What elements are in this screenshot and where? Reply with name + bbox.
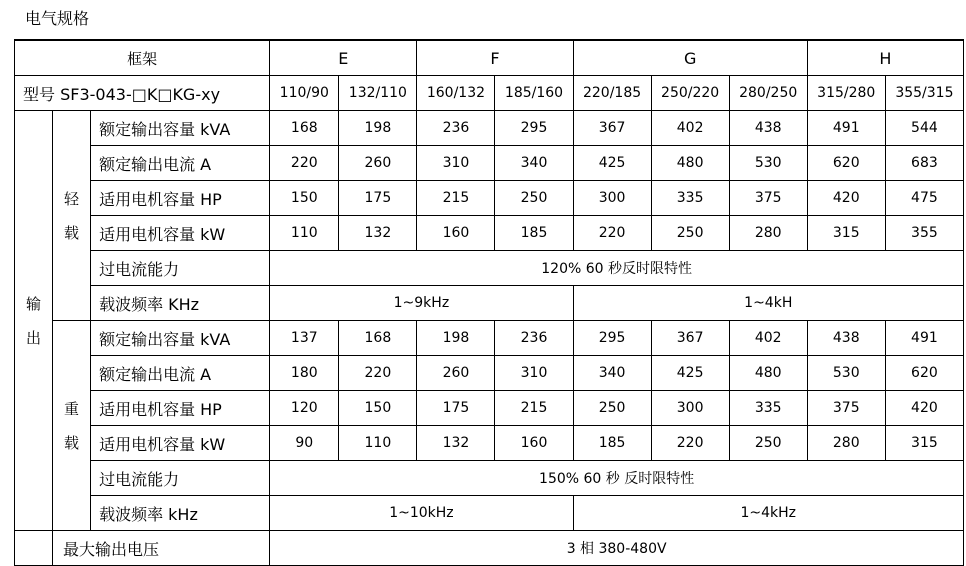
row-label: 过电流能力 bbox=[91, 251, 270, 286]
frame-g: G bbox=[573, 40, 807, 76]
value-cell: 530 bbox=[807, 356, 885, 391]
blank-cell bbox=[15, 531, 53, 566]
frame-f: F bbox=[417, 40, 573, 76]
value-cell: 215 bbox=[495, 391, 573, 426]
carrier-value-ef: 1~10kHz bbox=[270, 496, 573, 531]
table-row bbox=[15, 286, 964, 321]
frame-row bbox=[15, 40, 964, 76]
row-label: 载波频率 kHz bbox=[91, 496, 270, 531]
table-row bbox=[15, 146, 964, 181]
value-cell: 280 bbox=[807, 426, 885, 461]
value-cell: 315 bbox=[885, 426, 963, 461]
value-cell: 132 bbox=[417, 426, 495, 461]
row-label: 适用电机容量 kW bbox=[91, 426, 270, 461]
output-group-label: 输 出 bbox=[15, 111, 53, 531]
value-cell: 335 bbox=[729, 391, 807, 426]
value-cell: 340 bbox=[573, 356, 651, 391]
value-cell: 250 bbox=[573, 391, 651, 426]
value-cell: 402 bbox=[729, 321, 807, 356]
value-cell: 475 bbox=[885, 181, 963, 216]
row-label: 载波频率 KHz bbox=[91, 286, 270, 321]
value-cell: 185 bbox=[573, 426, 651, 461]
model-cell: 220/185 bbox=[573, 76, 651, 111]
value-cell: 110 bbox=[270, 216, 339, 251]
model-cell: 132/110 bbox=[339, 76, 417, 111]
value-cell: 160 bbox=[495, 426, 573, 461]
value-cell: 491 bbox=[807, 111, 885, 146]
value-cell: 620 bbox=[807, 146, 885, 181]
value-cell: 236 bbox=[495, 321, 573, 356]
value-cell: 367 bbox=[651, 321, 729, 356]
row-label: 额定输出容量 kVA bbox=[91, 321, 270, 356]
value-cell: 355 bbox=[885, 216, 963, 251]
model-cell: 160/132 bbox=[417, 76, 495, 111]
table-row bbox=[15, 181, 964, 216]
value-cell: 260 bbox=[339, 146, 417, 181]
row-label: 适用电机容量 HP bbox=[91, 391, 270, 426]
table-row bbox=[15, 461, 964, 496]
table-row bbox=[15, 356, 964, 391]
value-cell: 175 bbox=[417, 391, 495, 426]
value-cell: 132 bbox=[339, 216, 417, 251]
model-row bbox=[15, 76, 964, 111]
value-cell: 90 bbox=[270, 426, 339, 461]
value-cell: 438 bbox=[807, 321, 885, 356]
overcurrent-value: 120% 60 秒反时限特性 bbox=[270, 251, 964, 286]
frame-h: H bbox=[807, 40, 963, 76]
frame-e: E bbox=[270, 40, 417, 76]
value-cell: 480 bbox=[651, 146, 729, 181]
model-cell: 250/220 bbox=[651, 76, 729, 111]
value-cell: 300 bbox=[573, 181, 651, 216]
value-cell: 300 bbox=[651, 391, 729, 426]
model-cell: 185/160 bbox=[495, 76, 573, 111]
value-cell: 375 bbox=[729, 181, 807, 216]
model-label: 型号 SF3-043-□K□KG-xy bbox=[15, 76, 270, 111]
value-cell: 315 bbox=[807, 216, 885, 251]
heavy-load-label: 重 载 bbox=[53, 321, 91, 531]
model-cell: 110/90 bbox=[270, 76, 339, 111]
table-row bbox=[15, 391, 964, 426]
value-cell: 198 bbox=[339, 111, 417, 146]
value-cell: 220 bbox=[573, 216, 651, 251]
value-cell: 280 bbox=[729, 216, 807, 251]
row-label: 额定输出电流 A bbox=[91, 146, 270, 181]
table-row bbox=[15, 216, 964, 251]
electrical-spec-table bbox=[14, 39, 964, 566]
frame-label: 框架 bbox=[15, 40, 270, 76]
max-voltage-label: 最大输出电压 bbox=[53, 531, 270, 566]
carrier-value-ef: 1~9kHz bbox=[270, 286, 573, 321]
value-cell: 110 bbox=[339, 426, 417, 461]
value-cell: 260 bbox=[417, 356, 495, 391]
value-cell: 150 bbox=[339, 391, 417, 426]
value-cell: 438 bbox=[729, 111, 807, 146]
value-cell: 295 bbox=[495, 111, 573, 146]
table-row bbox=[15, 321, 964, 356]
value-cell: 180 bbox=[270, 356, 339, 391]
carrier-value-gh: 1~4kH bbox=[573, 286, 963, 321]
value-cell: 168 bbox=[339, 321, 417, 356]
value-cell: 137 bbox=[270, 321, 339, 356]
table-row bbox=[15, 426, 964, 461]
value-cell: 367 bbox=[573, 111, 651, 146]
value-cell: 402 bbox=[651, 111, 729, 146]
value-cell: 220 bbox=[339, 356, 417, 391]
page-title: 电气规格 bbox=[25, 9, 90, 28]
table-row bbox=[15, 496, 964, 531]
value-cell: 425 bbox=[651, 356, 729, 391]
value-cell: 375 bbox=[807, 391, 885, 426]
max-voltage-value: 3 相 380-480V bbox=[270, 531, 964, 566]
row-label: 额定输出容量 kVA bbox=[91, 111, 270, 146]
row-label: 过电流能力 bbox=[91, 461, 270, 496]
model-cell: 315/280 bbox=[807, 76, 885, 111]
light-load-label: 轻 载 bbox=[53, 111, 91, 321]
value-cell: 480 bbox=[729, 356, 807, 391]
value-cell: 120 bbox=[270, 391, 339, 426]
value-cell: 491 bbox=[885, 321, 963, 356]
value-cell: 544 bbox=[885, 111, 963, 146]
value-cell: 250 bbox=[651, 216, 729, 251]
row-label: 适用电机容量 HP bbox=[91, 181, 270, 216]
value-cell: 420 bbox=[807, 181, 885, 216]
value-cell: 236 bbox=[417, 111, 495, 146]
value-cell: 335 bbox=[651, 181, 729, 216]
value-cell: 160 bbox=[417, 216, 495, 251]
model-cell: 355/315 bbox=[885, 76, 963, 111]
value-cell: 168 bbox=[270, 111, 339, 146]
value-cell: 310 bbox=[417, 146, 495, 181]
model-cell: 280/250 bbox=[729, 76, 807, 111]
value-cell: 425 bbox=[573, 146, 651, 181]
value-cell: 220 bbox=[651, 426, 729, 461]
value-cell: 150 bbox=[270, 181, 339, 216]
value-cell: 185 bbox=[495, 216, 573, 251]
value-cell: 295 bbox=[573, 321, 651, 356]
carrier-value-gh: 1~4kHz bbox=[573, 496, 963, 531]
value-cell: 215 bbox=[417, 181, 495, 216]
max-voltage-row bbox=[15, 531, 964, 566]
value-cell: 420 bbox=[885, 391, 963, 426]
row-label: 适用电机容量 kW bbox=[91, 216, 270, 251]
overcurrent-value: 150% 60 秒 反时限特性 bbox=[270, 461, 964, 496]
value-cell: 198 bbox=[417, 321, 495, 356]
table-row bbox=[15, 111, 964, 146]
value-cell: 175 bbox=[339, 181, 417, 216]
value-cell: 683 bbox=[885, 146, 963, 181]
value-cell: 250 bbox=[729, 426, 807, 461]
row-label: 额定输出电流 A bbox=[91, 356, 270, 391]
value-cell: 250 bbox=[495, 181, 573, 216]
value-cell: 220 bbox=[270, 146, 339, 181]
value-cell: 310 bbox=[495, 356, 573, 391]
table-row bbox=[15, 251, 964, 286]
value-cell: 620 bbox=[885, 356, 963, 391]
value-cell: 530 bbox=[729, 146, 807, 181]
value-cell: 340 bbox=[495, 146, 573, 181]
